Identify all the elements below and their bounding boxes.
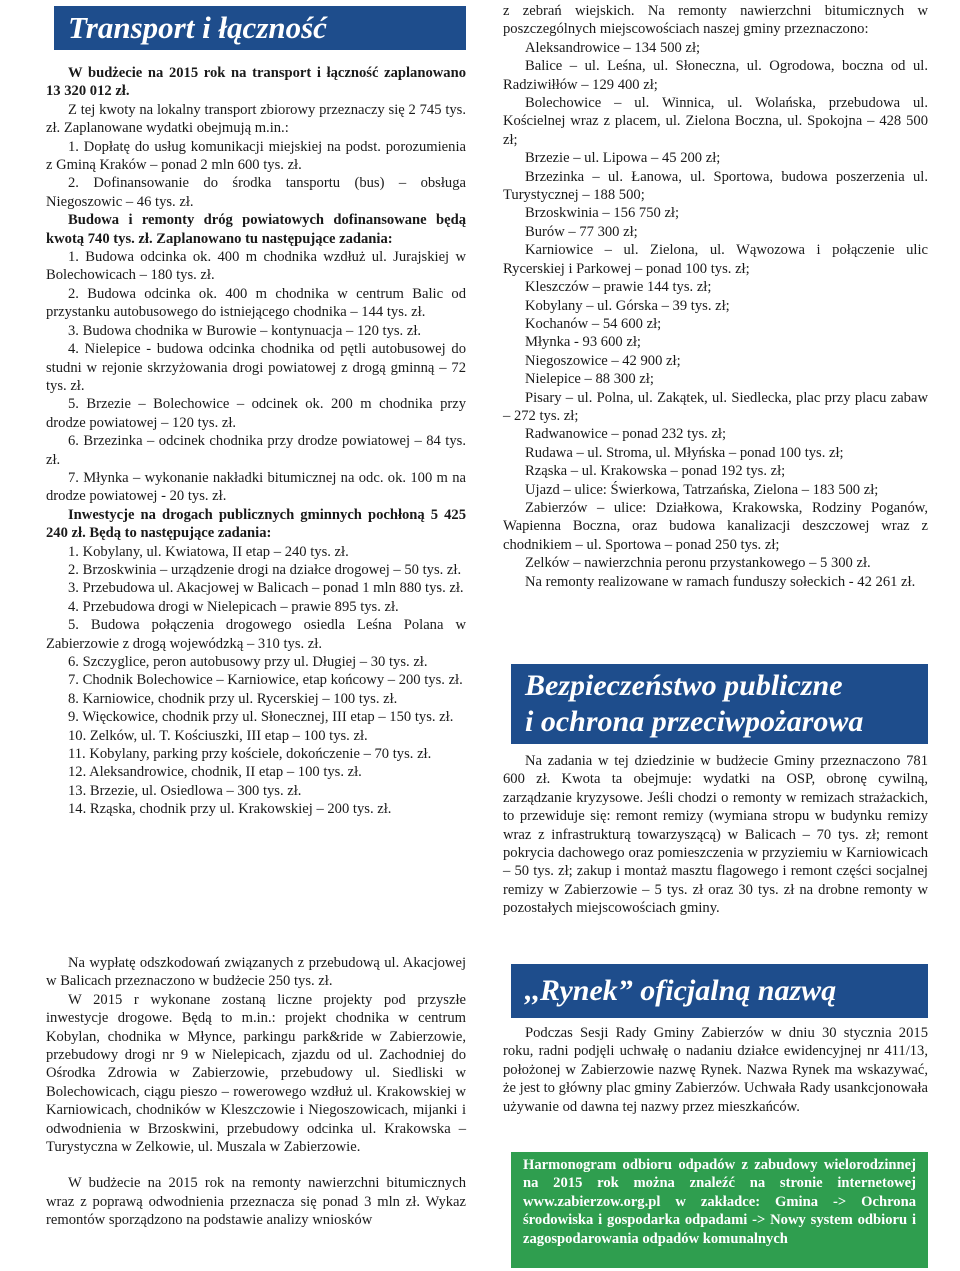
transport-paragraph: 1. Kobylany, ul. Kwiatowa, II etap – 240 tys. zł. xyxy=(68,543,349,560)
resurfacing-item: Rząska – ul. Krakowska – ponad 192 tys. zł; xyxy=(525,463,786,480)
resurfacing-item: Młynka - 93 600 zł; xyxy=(525,334,641,351)
transport-paragraph: 2. Brzoskwinia – urządzenie drogi na działce drogowej – 50 tys. zł. xyxy=(68,561,462,578)
transport-body-bottom xyxy=(46,954,466,1230)
transport-paragraph: 2. Dofinansowanie do środka tansportu (bus) – obsługa Niegoszowic – 46 tys. zł. xyxy=(46,175,466,210)
transport-paragraph: 14. Rząska, chodnik przy ul. Krakowskiej – 200 tys. zł. xyxy=(68,801,392,818)
transport-paragraph: 8. Karniowice, chodnik przy ul. Rycerskiej – 100 tys. zł. xyxy=(68,690,398,707)
transport-paragraph: W budżecie na 2015 rok na transport i łączność zaplanowano 13 320 012 zł. xyxy=(46,65,466,100)
transport-paragraph: W budżecie na 2015 rok na remonty nawierzchni bitumicznych wraz z poprawą odwodnienia przeznacza się ponad 3 mln zł. Wykaz remontów sporządzono na podstawie analizy wniosków xyxy=(46,1175,466,1229)
waste-notice-text: Harmonogram odbioru odpadów z zabudowy wielorodzinnej na 2015 rok można znaleźć na stronie internetowej www.zabierzow.org.pl w zakładce: Gmina -> Ochrona środowiska i gospodarka odpadami -> Nowy system odbioru i zagospodarowania odpadów komunalnych xyxy=(523,1157,916,1247)
safety-body xyxy=(503,752,928,918)
resurfacing-item: Bolechowice – ul. Winnica, ul. Wolańska, przebudowa ul. Kościelnej wraz z placem, ul. Zielona Boczna, ul. Spokojna – 428 500 zł; xyxy=(503,95,928,148)
resurfacing-item: Pisary – ul. Polna, ul. Zakątek, ul. Siedlecka, plac przy placu zabaw – 272 tys. zł; xyxy=(503,389,928,424)
transport-paragraph: Budowa i remonty dróg powiatowych dofinansowane będą kwotą 740 tys. zł. Zaplanowano tu następujące zadania: xyxy=(46,212,466,247)
rynek-paragraph: Podczas Sesji Rady Gminy Zabierzów w dniu 30 stycznia 2015 roku, radni podjęli uchwałę o nadaniu działce ewidencyjnej nr 411/13, położonej w Zabierzowie nazwę Rynek. Nazwa Rynek ma wskazywać, że jest to główny plac gminy Zabierzów. Uchwała Rady usankcjonowała używanie od dawna tej nazwy przez mieszkańców. xyxy=(503,1025,928,1115)
section-title-rynek: ,,Rynek” oficjalną nazwą xyxy=(511,964,928,1018)
safety-title-line2: i ochrona przeciwpożarowa xyxy=(525,705,864,738)
safety-title-line1: Bezpieczeństwo publiczne xyxy=(525,669,843,702)
transport-paragraph: 12. Aleksandrowice, chodnik, II etap – 100 tys. zł. xyxy=(68,764,362,781)
rynek-body xyxy=(503,1024,928,1116)
transport-paragraph: 9. Więckowice, chodnik przy ul. Słonecznej, III etap – 150 tys. zł. xyxy=(68,709,454,726)
resurfacing-item: Burów – 77 300 zł; xyxy=(525,223,638,240)
resurfacing-item: Ujazd – ulice: Świerkowa, Tatrzańska, Zielona – 183 500 zł; xyxy=(525,481,879,498)
transport-paragraph: 10. Zelków, ul. T. Kościuszki, III etap – 100 tys. zł. xyxy=(68,727,368,744)
resurfacing-item: Brzoskwinia – 156 750 zł; xyxy=(525,205,680,222)
transport-paragraph: 1. Dopłatę do usług komunikacji miejskiej na podst. porozumienia z Gminą Kraków – ponad 2 mln 600 tys. zł. xyxy=(46,138,466,174)
resurfacing-item: Kleszczów – prawie 144 tys. zł; xyxy=(525,279,712,296)
resurfacing-item: Rudawa – ul. Stroma, ul. Młyńska – ponad 100 tys. zł; xyxy=(525,444,844,461)
transport-paragraph: 13. Brzezie, ul. Osiedlowa – 300 tys. zł. xyxy=(68,782,302,799)
resurfacing-item: Kochanów – 54 600 zł; xyxy=(525,315,662,332)
transport-paragraph: 6. Brzezinka – odcinek chodnika przy drodze powiatowej – 84 tys. zł. xyxy=(46,433,466,468)
transport-paragraph: Inwestycje na drogach publicznych gminnych pochłoną 5 425 240 zł. Będą to następujące zadania: xyxy=(46,506,466,542)
transport-paragraph: 7. Chodnik Bolechowice – Karniowice, etap końcowy – 200 tys. zł. xyxy=(68,672,463,689)
section-title-transport: Transport i łączność xyxy=(54,6,466,50)
transport-paragraph: 2. Budowa odcinka ok. 400 m chodnika w centrum Balic od przystanku autobusowego do istniejącego chodnika – 144 tys. zł. xyxy=(46,285,466,321)
resurfacing-item: z zebrań wiejskich. Na remonty nawierzchni bitumicznych w poszczególnych miejscowościach naszej gminy przeznaczono: xyxy=(503,3,928,38)
resurfacing-item: Brzezinka – ul. Łanowa, ul. Sportowa, budowa poszerzenia ul. Turystycznej – 188 500; xyxy=(503,168,928,204)
transport-paragraph: 11. Kobylany, parking przy kościele, dokończenie – 70 tys. zł. xyxy=(68,746,432,763)
transport-paragraph: 6. Szczyglice, peron autobusowy przy ul. Długiej – 30 tys. zł. xyxy=(68,654,428,670)
section-title-safety xyxy=(511,664,928,744)
resurfacing-list xyxy=(503,2,928,591)
transport-paragraph: W 2015 r wykonane zostaną liczne projekty pod przyszłe inwestycje drogowe. Będą to m.in.: projekt chodnika w centrum Kobylan, chodnika w Młynce, parkingu park&ride w Zabierzowie, przebudowy drogi nr 9 w Nielepicach, zjazdu od ul. Zachodniej do Ośrodka Zdrowia w Zabierzowie, przebudowy ul. Siedliski w Bolechowicach, ciągu pieszo – rowerowego wzdłuż ul. Krakowskiej w Karniowicach, chodników w Kleszczowie i Niegoszowicach, mijanki i odwodnienia w Brzoskwini, przebudowy odcinka ul. Krakowska – Turystyczna w Zelkowie, ul. Muszala w Zabierzowie. xyxy=(46,991,466,1156)
transport-paragraph: 7. Młynka – wykonanie nakładki bitumicznej na odc. ok. 100 m na drodze powiatowej - 20 tys. zł. xyxy=(46,469,466,505)
transport-paragraph: 5. Budowa połączenia drogowego osiedla Leśna Polana w Zabierzowie z drogą wojewódzką – 310 tys. zł. xyxy=(46,617,466,652)
transport-paragraph: 1. Budowa odcinka ok. 400 m chodnika wzdłuż ul. Jurajskiej w Bolechowicach – 180 tys. zł. xyxy=(46,249,466,284)
transport-paragraph: 4. Przebudowa drogi w Nielepicach – prawie 895 tys. zł. xyxy=(68,598,399,615)
resurfacing-item: Kobylany – ul. Górska – 39 tys. zł; xyxy=(525,297,730,314)
transport-body-top xyxy=(46,64,466,819)
resurfacing-item: Nielepice – 88 300 zł; xyxy=(525,371,654,388)
resurfacing-item: Zabierzów – ulice: Działkowa, Krakowska, Rodziny Poganów, Wapienna Boczna, oraz budowa kanalizacji deszczowej wraz z chodnikiem – ul. Sportowa – ponad 250 tys. zł; xyxy=(503,499,928,553)
transport-paragraph: 5. Brzezie – Bolechowice – odcinek ok. 200 m chodnika przy drodze powiatowej – 120 tys. zł. xyxy=(46,396,466,431)
transport-paragraph: 3. Przebudowa ul. Akacjowej w Balicach – ponad 1 mln 880 tys. zł. xyxy=(68,580,464,597)
resurfacing-item: Zelków – nawierzchnia peronu przystankowego – 5 300 zł. xyxy=(525,555,871,572)
resurfacing-item: Niegoszowice – 42 900 zł; xyxy=(525,352,681,369)
resurfacing-item: Karniowice – ul. Zielona, ul. Wąwozowa i połączenie ulic Rycerskiej i Parkowej – ponad 100 tys. zł; xyxy=(503,242,928,277)
resurfacing-item: Na remonty realizowane w ramach funduszy sołeckich - 42 261 zł. xyxy=(525,573,916,590)
waste-schedule-notice xyxy=(511,1152,928,1268)
transport-paragraph: Na wypłatę odszkodowań związanych z przebudową ul. Akacjowej w Balicach przeznaczono w budżecie 250 tys. zł. xyxy=(46,955,466,990)
resurfacing-item: Balice – ul. Leśna, ul. Słoneczna, ul. Ogrodowa, boczna od ul. Radziwiłłów – 129 400 zł; xyxy=(503,58,928,93)
resurfacing-item: Radwanowice – ponad 232 tys. zł; xyxy=(525,426,727,443)
transport-paragraph: 4. Nielepice - budowa odcinka chodnika od pętli autobusowej do studni w rejonie skrzyżowania drogi powiatowej z drogą gminną – 72 tys. zł. xyxy=(46,341,466,394)
transport-paragraph: 3. Budowa chodnika w Burowie – kontynuacja – 120 tys. zł. xyxy=(68,322,422,339)
transport-paragraph: Z tej kwoty na lokalny transport zbiorowy przeznaczy się 2 745 tys. zł. Zaplanowane wydatki obejmują m.in.: xyxy=(46,101,466,137)
resurfacing-item: Aleksandrowice – 134 500 zł; xyxy=(525,39,701,56)
safety-paragraph: Na zadania w tej dziedzinie w budżecie Gminy przeznaczono 781 600 zł. Kwota ta obejmuje: wydatki na OSP, obronę cywilną, zarządzanie kryzysowe. Jeśli chodzi o remonty w remizach strażackich, to przewiduje się: remont remizy (wymiana stropu w budynku remizy wraz z infrastrukturą towarzyszącą) w Balicach – 70 tys. zł; remont pokrycia dachowego oraz pomieszczenia w przyziemiu w Karniowicach – 50 tys. zł; zakup i montaż masztu flagowego i remont części socjalnej remizy w Zabierzowie – 5 tys. zł oraz 30 tys. zł na drobne remonty w pozostałych miejscowościach gminy. xyxy=(503,753,928,917)
resurfacing-item: Brzezie – ul. Lipowa – 45 200 zł; xyxy=(525,150,721,167)
